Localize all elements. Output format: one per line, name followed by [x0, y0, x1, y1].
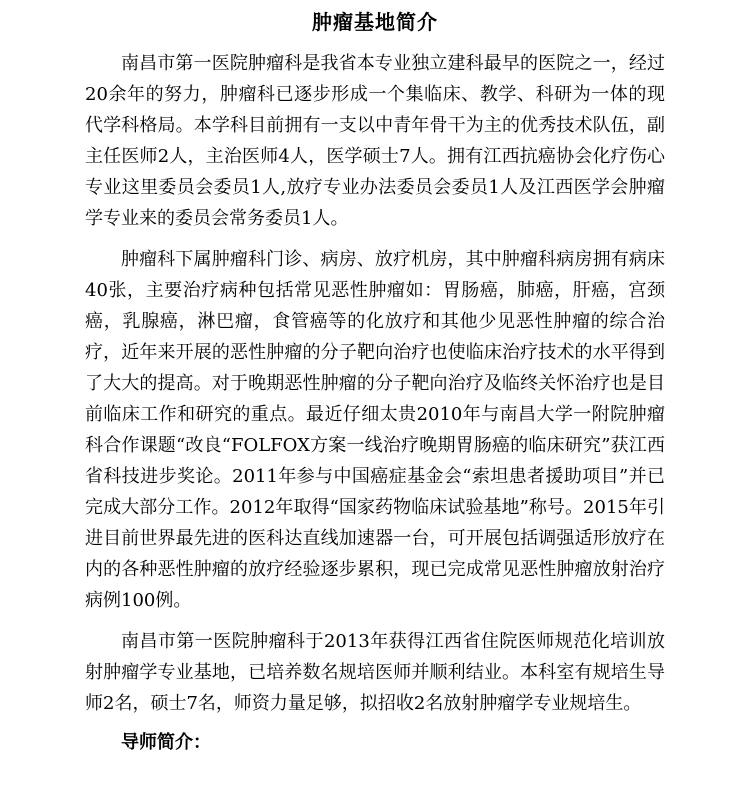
mentor-intro-heading: 导师简介：: [121, 732, 211, 753]
paragraph-department: 肿瘤科下属肿瘤科门诊、病房、放疗机房，其中肿瘤科病房拥有病床40张，主要治疗病种包括常见恶性肿瘤如：胃肠癌，肺癌，肝癌，宫颈癌，乳腺癌，淋巴瘤，食管癌等的化放疗和其他少见恶性肿瘤的综合治疗，近年来开展的恶性肿瘤的分子靶向治疗也使临床治疗技术的水平得到了大大的提高。对于晚期恶性肿瘤的分子靶向治疗及临终关怀治疗也是目前临床工作和研究的重点。最近仔细太贵2010年与南昌大学一附院肿瘤科合作课题“改良“FOLFOX方案一线治疗晚期胃肠癌的临床研究”获江西省科技进步奖论。2011年参与中国癌症基金会“索坦患者援助项目”并已完成大部分工作。2012年取得“国家药物临床试验基地”称号。2015年引进目前世界最先进的医科达直线加速器一台，可开展包括调强适形放疗在内的各种恶性肿瘤的放疗经验逐步累积，现已完成常见恶性肿瘤放射治疗病例100例。: [85, 249, 665, 611]
document-page: [85, 8, 665, 757]
paragraph-intro: 南昌市第一医院肿瘤科是我省本专业独立建科最早的医院之一，经过20余年的努力，肿瘤科已逐步形成一个集临床、教学、科研为一体的现代学科格局。本学科目前拥有一支以中青年骨干为主的优秀技术队伍，副主任医师2人，主治医师4人，医学硕士7人。拥有江西抗癌协会化疗伤心专业这里委员会委员1人,放疗专业办法委员会委员1人及江西医学会肿瘤学专业来的委员会常务委员1人。: [85, 53, 665, 229]
paragraph-training-base: 南昌市第一医院肿瘤科于2013年获得江西省住院医师规范化培训放射肿瘤学专业基地，已培养数名规培医师并顺利结业。本科室有规培生导师2名，硕士7名，师资力量足够，拟招收2名放射肿瘤学专业规培生。: [85, 631, 665, 714]
document-title: 肿瘤基地简介: [312, 10, 438, 34]
